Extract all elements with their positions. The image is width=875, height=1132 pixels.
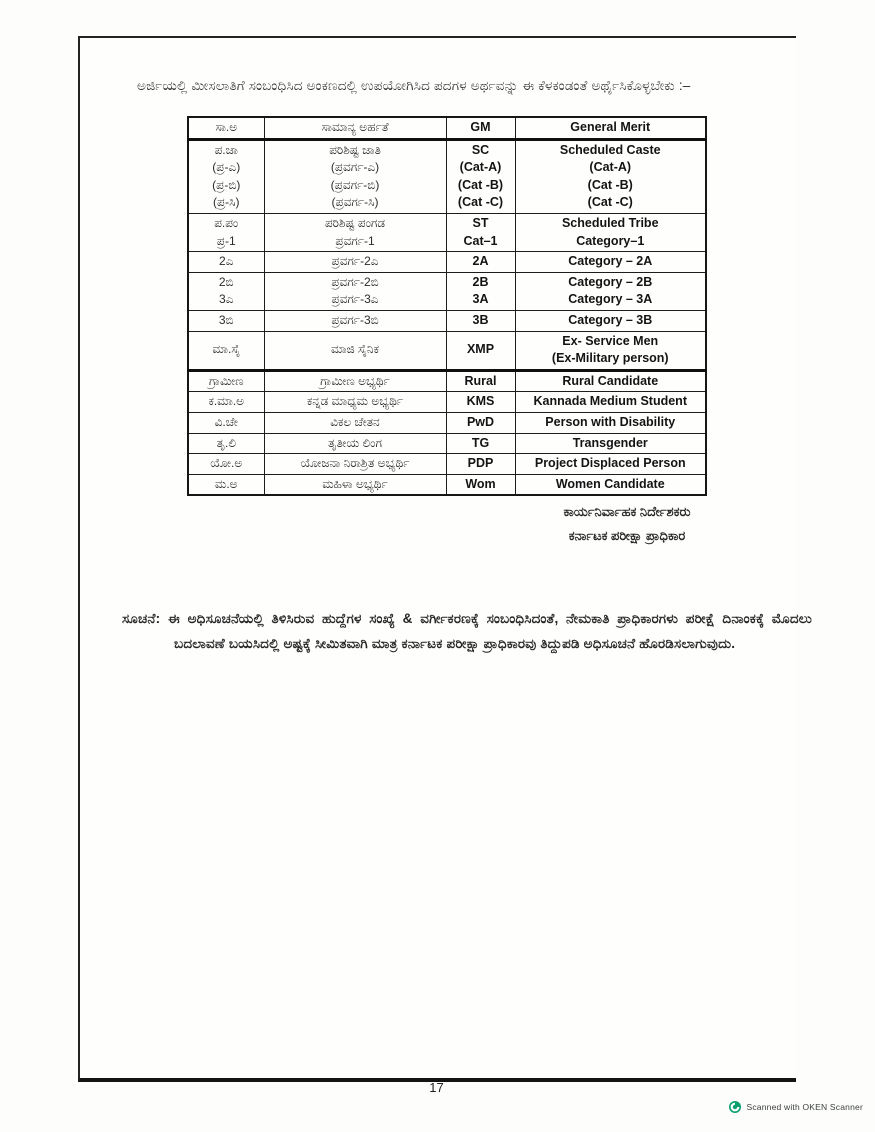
cell-line: KMS [466, 394, 495, 409]
table-row [188, 272, 706, 310]
table-cell-en-full [515, 370, 706, 392]
table-cell-en-full [515, 454, 706, 475]
cell-line: ಗ್ರಾಮೀಣ [208, 373, 244, 388]
table-cell-en-full [515, 474, 706, 495]
table-cell-kn-abbr [188, 272, 264, 310]
table-cell-en-abbr [446, 331, 515, 370]
cell-line: 3ಎ [219, 292, 234, 307]
cell-line: Category – 3A [568, 292, 653, 307]
cell-line: ತೃ.ಲಿ [216, 435, 236, 450]
cell-line: 2A [472, 254, 489, 269]
table-cell-kn-abbr [188, 392, 264, 413]
table-cell-kn-full [264, 272, 446, 310]
cell-line: ಯೋಜನಾ ನಿರಾಶ್ರಿತ ಅಭ್ಯರ್ಥಿ [300, 456, 410, 471]
cell-line: Wom [465, 476, 496, 491]
table-cell-en-full [515, 392, 706, 413]
cell-line: ಮ.ಅ [214, 476, 238, 491]
cell-line: ಸಾ.ಅ [215, 120, 238, 134]
cell-line: (ಪ್ರ-ಸಿ) [212, 195, 240, 210]
note-paragraph [122, 606, 812, 656]
oken-scanner-icon [729, 1101, 741, 1113]
table-cell-kn-full [264, 139, 446, 213]
cell-line: Transgender [572, 435, 648, 450]
cell-line: Kannada Medium Student [533, 394, 687, 409]
cell-line: ಪ್ರವರ್ಗ-3ಎ [331, 292, 379, 307]
table-cell-en-abbr [446, 272, 515, 310]
table-row [188, 370, 706, 392]
scanner-footer [729, 1101, 863, 1113]
cell-line: Women Candidate [555, 476, 665, 491]
table-row [188, 310, 706, 331]
table-cell-kn-abbr [188, 117, 264, 139]
table-cell-en-full [515, 310, 706, 331]
table-cell-en-abbr [446, 117, 515, 139]
note-label: ಸೂಚನೆ: [122, 610, 161, 626]
table-row [188, 474, 706, 495]
cell-line: Category – 3B [568, 312, 653, 327]
cell-line: (Cat -B) [587, 177, 633, 192]
table-row [188, 213, 706, 251]
cell-line: ತೃತೀಯ ಲಿಂಗ [328, 435, 382, 450]
table-row [188, 117, 706, 139]
cell-line: Rural [464, 373, 497, 388]
cell-line: ವಿಕಲ ಚೇತನ [330, 414, 380, 429]
cell-line: Scheduled Caste [559, 142, 661, 157]
cell-line: ಮಹಿಳಾ ಅಭ್ಯರ್ಥಿ [322, 476, 388, 491]
scanned-page-frame [78, 36, 812, 1082]
cell-line: 2ಬಿ [218, 274, 234, 289]
cell-line: (ಪ್ರವರ್ಗ-ಎ) [330, 160, 380, 175]
table-cell-en-abbr [446, 370, 515, 392]
cell-line: Cat–1 [463, 233, 498, 248]
cell-line: 3A [472, 292, 489, 307]
cell-line: (Cat-A) [589, 160, 632, 175]
table-cell-en-full [515, 139, 706, 213]
table-row [188, 331, 706, 370]
table-cell-en-abbr [446, 310, 515, 331]
table-cell-en-abbr [446, 474, 515, 495]
table-cell-kn-full [264, 454, 446, 475]
cell-line: XMP [466, 342, 495, 357]
cell-line: Person with Disability [545, 414, 676, 429]
cell-line: PwD [466, 414, 495, 429]
page-number: 17 [429, 1080, 444, 1095]
cell-line: ಪ್ರವರ್ಗ-2ಬಿ [331, 274, 379, 289]
table-cell-kn-full [264, 433, 446, 454]
cell-line: ಮಾ.ಸೈ [212, 342, 241, 357]
cell-line: (ಪ್ರ-ಬಿ) [212, 177, 241, 192]
table-row [188, 252, 706, 273]
cell-line: General Merit [570, 120, 651, 134]
cell-line: Project Displaced Person [534, 456, 686, 471]
table-cell-kn-abbr [188, 433, 264, 454]
abbr-table-body [188, 117, 706, 495]
cell-line: SC [471, 142, 490, 157]
cell-line: ಕ.ಮಾ.ಅ [208, 394, 245, 409]
table-cell-en-full [515, 412, 706, 433]
cell-line: ಕನ್ನಡ ಮಾಧ್ಯಮ ಅಭ್ಯರ್ಥಿ [306, 394, 404, 409]
table-cell-en-full [515, 117, 706, 139]
cell-line: ಗ್ರಾಮೀಣ ಅಭ್ಯರ್ಥಿ [320, 373, 390, 388]
table-cell-kn-full [264, 117, 446, 139]
table-cell-kn-abbr [188, 310, 264, 331]
cell-line: ವಿ.ಚೇ [214, 414, 238, 429]
table-cell-kn-abbr [188, 474, 264, 495]
cell-line: PDP [467, 456, 494, 471]
table-cell-kn-abbr [188, 139, 264, 213]
cell-line: (Cat -B) [457, 177, 504, 192]
table-cell-kn-full [264, 252, 446, 273]
signature-block [532, 500, 722, 548]
table-cell-en-full [515, 272, 706, 310]
cell-line: Category – 2A [568, 254, 653, 269]
cell-line: GM [470, 120, 491, 134]
cell-line: 3ಬಿ [218, 312, 234, 327]
table-cell-kn-full [264, 392, 446, 413]
table-row [188, 392, 706, 413]
cell-line: Scheduled Tribe [561, 215, 659, 230]
cell-line: (Cat -C) [457, 195, 504, 210]
cell-line: ಪ್ರವರ್ಗ-2ಎ [331, 254, 379, 269]
table-row [188, 454, 706, 475]
intro-paragraph: ಅರ್ಜಿಯಲ್ಲಿ ಮೀಸಲಾತಿಗೆ ಸಂಬಂಧಿಸಿದ ಅಂಕಣದಲ್ಲಿ ಉಪಯೋಗಿಸಿದ ಪದಗಳ ಅರ್ಥವನ್ನು ಈ ಕೆಳಕಂಡಂತೆ ಅರ್ಥೈಸಿಕೊಳ್ಳಬೇಕು :– [137, 77, 691, 93]
table-cell-kn-full [264, 474, 446, 495]
note-body: ಈ ಅಧಿಸೂಚನೆಯಲ್ಲಿ ತಿಳಿಸಿರುವ ಹುದ್ದೆಗಳ ಸಂಖ್ಯೆ & ವರ್ಗೀಕರಣಕ್ಕೆ ಸಂಬಂಧಿಸಿದಂತೆ, ನೇಮಕಾತಿ ಪ್ರಾಧಿಕಾರಗಳು ಪರೀಕ್ಷೆ ದಿನಾಂಕಕ್ಕೆ ಮೊದಲು ಬದಲಾವಣೆ ಬಯಸಿದಲ್ಲಿ ಅಷ್ಟಕ್ಕೆ ಸೀಮಿತವಾಗಿ ಮಾತ್ರ ಕರ್ನಾಟಕ ಪರೀಕ್ಷಾ ಪ್ರಾಧಿಕಾರವು ತಿದ್ದುಪಡಿ ಅಧಿಸೂಚನೆ ಹೊರಡಿಸಲಾಗುವುದು. [160, 610, 812, 651]
table-cell-kn-full [264, 412, 446, 433]
table-row [188, 412, 706, 433]
cell-line: Ex- Service Men [562, 333, 659, 348]
cell-line: Category – 2B [568, 274, 653, 289]
cell-line: ಪ.ಪಂ [214, 215, 239, 230]
cell-line: ಸಾಮಾನ್ಯ ಅರ್ಹತೆ [321, 120, 389, 134]
cell-line: (Ex-Military person) [551, 351, 669, 366]
signature-designation: ಕಾರ್ಯನಿರ್ವಾಹಕ ನಿರ್ದೇಶಕರು [563, 504, 691, 519]
table-cell-kn-abbr [188, 454, 264, 475]
table-cell-en-abbr [446, 139, 515, 213]
table-cell-en-abbr [446, 433, 515, 454]
signature-authority: ಕರ್ನಾಟಕ ಪರೀಕ್ಷಾ ಪ್ರಾಧಿಕಾರ [568, 528, 686, 543]
cell-line: (ಪ್ರವರ್ಗ-ಬಿ) [330, 177, 380, 192]
table-cell-kn-abbr [188, 412, 264, 433]
cell-line: Rural Candidate [562, 373, 659, 388]
table-cell-en-abbr [446, 392, 515, 413]
abbreviation-table [187, 116, 707, 496]
cell-line: (Cat -C) [587, 195, 633, 210]
scanner-footer-text: Scanned with OKEN Scanner [746, 1102, 863, 1112]
cell-line: ಪ್ರವರ್ಗ-3ಬಿ [331, 312, 379, 327]
cell-line: ಪರಿಶಿಷ್ಟ ಪಂಗಡ [324, 215, 386, 230]
cell-line: 2B [472, 274, 489, 289]
cell-line: ಪ್ರವರ್ಗ-1 [335, 233, 375, 248]
cell-line: (Cat-A) [459, 160, 502, 175]
table-row [188, 433, 706, 454]
table-cell-kn-abbr [188, 331, 264, 370]
cell-line: ಯೋ.ಅ [210, 456, 243, 471]
cell-line: TG [471, 435, 490, 450]
table-cell-en-full [515, 433, 706, 454]
cell-line: ST [472, 215, 489, 230]
table-cell-en-full [515, 252, 706, 273]
table-cell-kn-full [264, 213, 446, 251]
table-cell-en-abbr [446, 213, 515, 251]
cell-line: ಪರಿಶಿಷ್ಟ ಜಾತಿ [329, 142, 381, 157]
cell-line: ಪ.ಜಾ [214, 142, 238, 157]
table-cell-en-abbr [446, 252, 515, 273]
cell-line: ಮಾಜಿ ಸೈನಿಕ [331, 342, 379, 357]
cell-line: (ಪ್ರ-ಎ) [212, 160, 241, 175]
cell-line: 3B [472, 312, 489, 327]
table-cell-kn-full [264, 310, 446, 331]
table-cell-en-full [515, 331, 706, 370]
table-cell-kn-abbr [188, 252, 264, 273]
table-cell-kn-full [264, 370, 446, 392]
table-row [188, 139, 706, 213]
table-cell-en-abbr [446, 412, 515, 433]
table-cell-kn-abbr [188, 213, 264, 251]
cell-line: (ಪ್ರವರ್ಗ-ಸಿ) [331, 195, 379, 210]
table-cell-kn-abbr [188, 370, 264, 392]
table-cell-en-full [515, 213, 706, 251]
cell-line: ಪ್ರ-1 [216, 233, 236, 248]
table-cell-en-abbr [446, 454, 515, 475]
cell-line: Category–1 [576, 233, 645, 248]
table-cell-kn-full [264, 331, 446, 370]
cell-line: 2ಎ [219, 254, 234, 269]
